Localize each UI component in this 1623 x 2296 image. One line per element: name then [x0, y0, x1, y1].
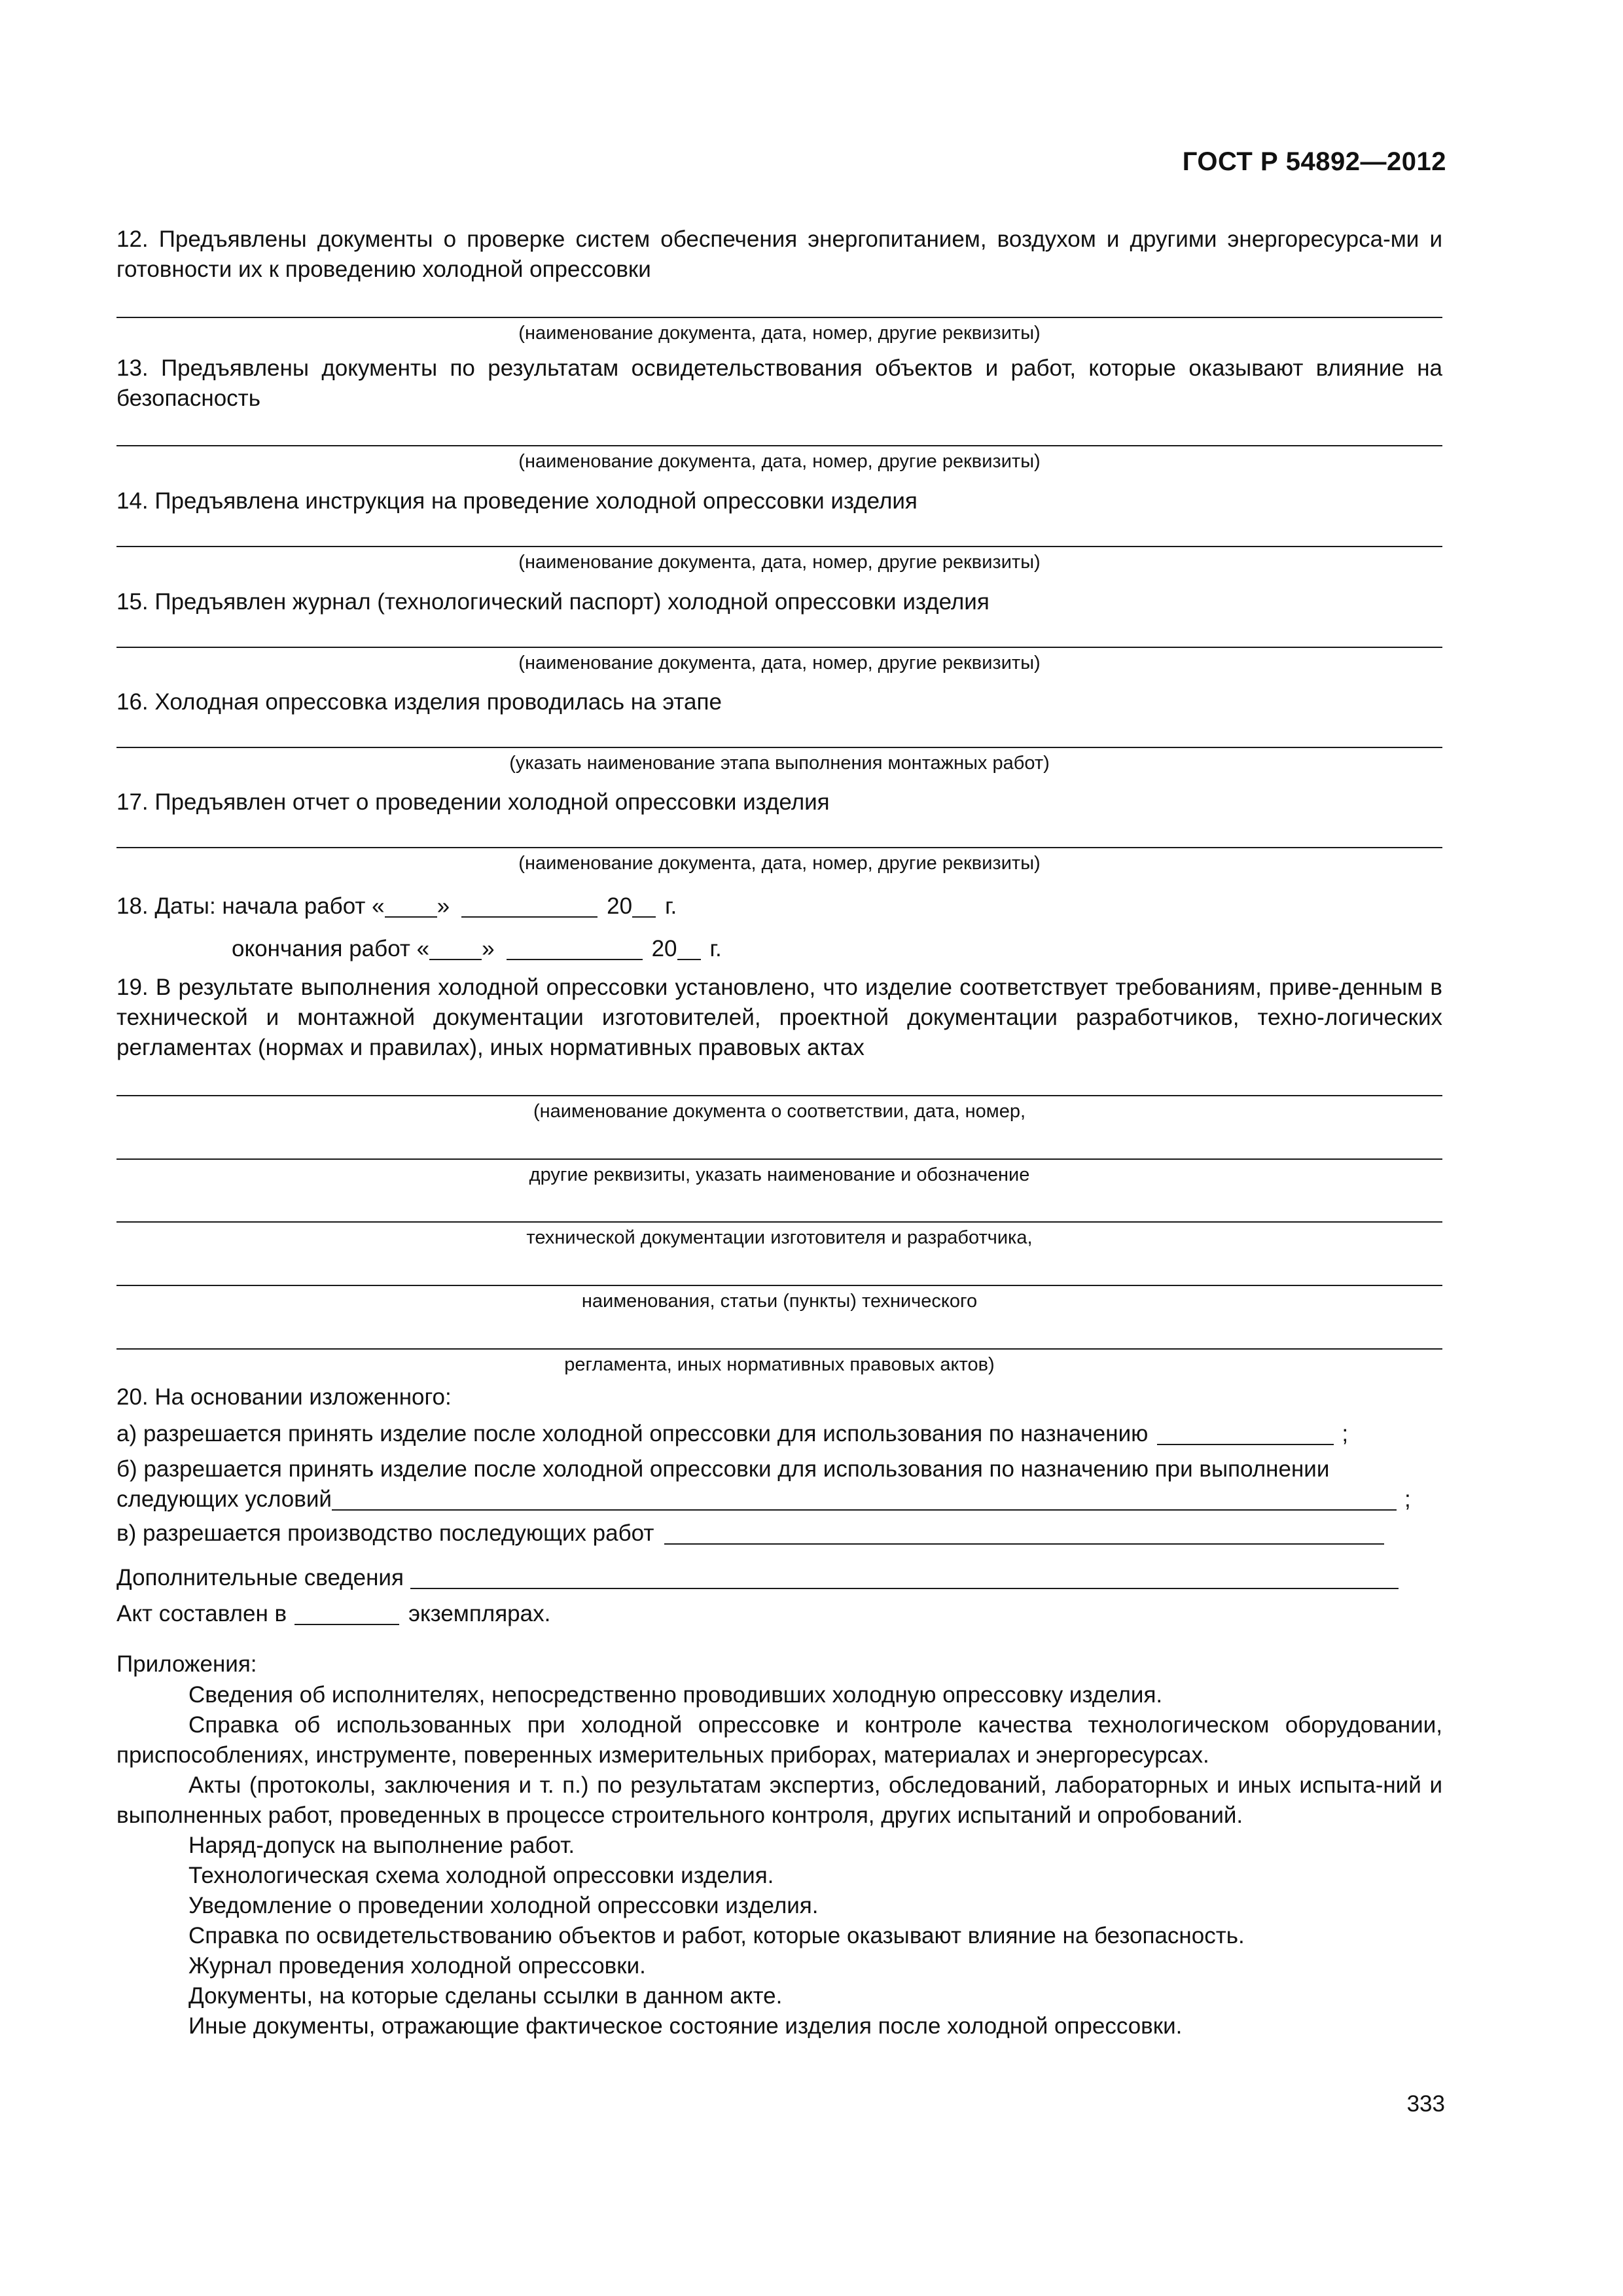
item-12-fill-line[interactable] [116, 317, 1442, 318]
appendix-item: Журнал проведения холодной опрессовки. [188, 1953, 646, 1979]
appendix-item: Уведомление о проведении холодной опрессовки изделия. [188, 1893, 819, 1918]
date-end-label: окончания работ « [232, 936, 430, 961]
end-day-field[interactable] [429, 934, 482, 960]
item-14-caption: (наименование документа, дата, номер, другие реквизиты) [518, 552, 1041, 573]
year-prefix: 20 [607, 893, 633, 919]
quote-close: » [437, 893, 450, 919]
end-month-field[interactable] [507, 934, 643, 960]
decision-a-row [116, 1419, 1442, 1449]
appendix-item: Наряд-допуск на выполнение работ. [188, 1833, 575, 1858]
page-number: 333 [1406, 2091, 1445, 2117]
document-code: ГОСТ Р 54892—2012 [1182, 147, 1446, 176]
item-19-caption-4: наименования, статьи (пункты) технического [581, 1291, 978, 1312]
decision-c-field[interactable] [664, 1518, 1384, 1545]
start-year-field[interactable] [632, 891, 656, 918]
decision-b-row [116, 1484, 1442, 1515]
appendix-item: Иные документы, отражающие фактическое состояние изделия после холодной опрессовки. [188, 2013, 1183, 2039]
item-15-fill-line[interactable] [116, 647, 1442, 648]
item-19-fill-line-2[interactable] [116, 1158, 1442, 1160]
item-19-fill-line-3[interactable] [116, 1221, 1442, 1223]
additional-info-field[interactable] [410, 1563, 1399, 1589]
quote-close: » [482, 936, 495, 961]
year-suffix: г. [665, 893, 677, 919]
item-18-start-date [116, 891, 1442, 922]
item-14-fill-line[interactable] [116, 546, 1442, 547]
semicolon: ; [1404, 1486, 1411, 1512]
semicolon: ; [1342, 1421, 1349, 1446]
copies-count-field[interactable] [294, 1599, 399, 1625]
item-15-caption: (наименование документа, дата, номер, другие реквизиты) [518, 653, 1041, 673]
decision-c-row [116, 1518, 1442, 1549]
start-day-field[interactable] [385, 891, 437, 918]
item-19-fill-line-5[interactable] [116, 1348, 1442, 1350]
item-16-text: 16. Холодная опрессовка изделия проводилась на этапе [116, 689, 722, 715]
item-12-caption: (наименование документа, дата, номер, другие реквизиты) [518, 323, 1041, 344]
decision-a-text: а) разрешается принять изделие после холодной опрессовки для использования по назначению [116, 1421, 1149, 1446]
end-year-field[interactable] [677, 934, 701, 960]
appendix-item: Справка по освидетельствованию объектов и работ, которые оказывают влияние на безопасность. [188, 1923, 1245, 1948]
appendix-item: Акты (протоколы, заключения и т. п.) по результатам экспертиз, обследований, лабораторных и иных испыта-ний и выполненных работ, проведенных в процессе строительного контроля, других испытаний и опробований. [116, 1772, 1442, 1828]
item-13-fill-line[interactable] [116, 445, 1442, 446]
additional-info-label: Дополнительные сведения [116, 1565, 404, 1590]
item-17-text: 17. Предъявлен отчет о проведении холодной опрессовки изделия [116, 789, 830, 815]
item-19-fill-line-4[interactable] [116, 1285, 1442, 1286]
start-month-field[interactable] [461, 891, 597, 918]
date-start-label: 18. Даты: начала работ « [116, 893, 385, 919]
item-13-text: 13. Предъявлены документы по результатам освидетельствования объектов и работ, которые оказывают влияние на безопасность [116, 355, 1442, 411]
appendix-item: Справка об использованных при холодной опрессовке и контроле качества технологическом оборудовании, приспособлениях, инструменте, поверенных измерительных приборах, материалах и энергоресурсах. [116, 1712, 1442, 1768]
item-15-text: 15. Предъявлен журнал (технологический паспорт) холодной опрессовки изделия [116, 589, 990, 615]
item-18-end-date [232, 934, 1442, 964]
decision-c-text: в) разрешается производство последующих работ [116, 1520, 654, 1546]
item-19-caption-3: технической документации изготовителя и разработчика, [526, 1227, 1033, 1248]
item-20-text: 20. На основании изложенного: [116, 1384, 452, 1410]
item-19-caption-1: (наименование документа о соответствии, дата, номер, [533, 1101, 1026, 1122]
decision-b-conditions-label: следующих условий [116, 1486, 332, 1512]
item-16-fill-line[interactable] [116, 747, 1442, 748]
decision-b-conditions-field[interactable] [332, 1484, 1397, 1511]
item-19-caption-5: регламента, иных нормативных правовых актов) [564, 1354, 995, 1375]
additional-info-row [116, 1563, 1442, 1593]
item-12-text: 12. Предъявлены документы о проверке систем обеспечения энергопитанием, воздухом и другими энергоресурса-ми и готовности их к проведению холодной опрессовки [116, 226, 1442, 282]
item-19-text: 19. В результате выполнения холодной опрессовки установлено, что изделие соответствует требованиям, приве-денным в технической и монтажной документации изготовителей, проектной документации разработчиков, техно-логических регламентах (нормах и правилах), иных нормативных правовых актах [116, 975, 1442, 1060]
decision-a-field[interactable] [1157, 1419, 1334, 1445]
item-16-caption: (указать наименование этапа выполнения монтажных работ) [509, 753, 1050, 774]
appendices-title: Приложения: [116, 1651, 257, 1677]
year-prefix: 20 [651, 936, 677, 961]
item-13-caption: (наименование документа, дата, номер, другие реквизиты) [518, 451, 1041, 472]
year-suffix: г. [709, 936, 722, 961]
decision-b-text: б) разрешается принять изделие после холодной опрессовки для использования по назначению при выполнении [116, 1456, 1330, 1482]
copies-label: Акт составлен в [116, 1601, 287, 1626]
item-14-text: 14. Предъявлена инструкция на проведение холодной опрессовки изделия [116, 488, 918, 514]
item-19-fill-line-1[interactable] [116, 1095, 1442, 1096]
copies-suffix: экземплярах. [408, 1601, 551, 1626]
appendix-item: Сведения об исполнителях, непосредственно проводивших холодную опрессовку изделия. [188, 1682, 1163, 1708]
item-17-fill-line[interactable] [116, 847, 1442, 848]
copies-row [116, 1599, 1442, 1629]
appendix-item: Технологическая схема холодной опрессовки изделия. [188, 1863, 774, 1888]
appendix-item: Документы, на которые сделаны ссылки в данном акте. [188, 1983, 783, 2009]
item-19-caption-2: другие реквизиты, указать наименование и обозначение [529, 1164, 1030, 1185]
item-17-caption: (наименование документа, дата, номер, другие реквизиты) [518, 853, 1041, 874]
